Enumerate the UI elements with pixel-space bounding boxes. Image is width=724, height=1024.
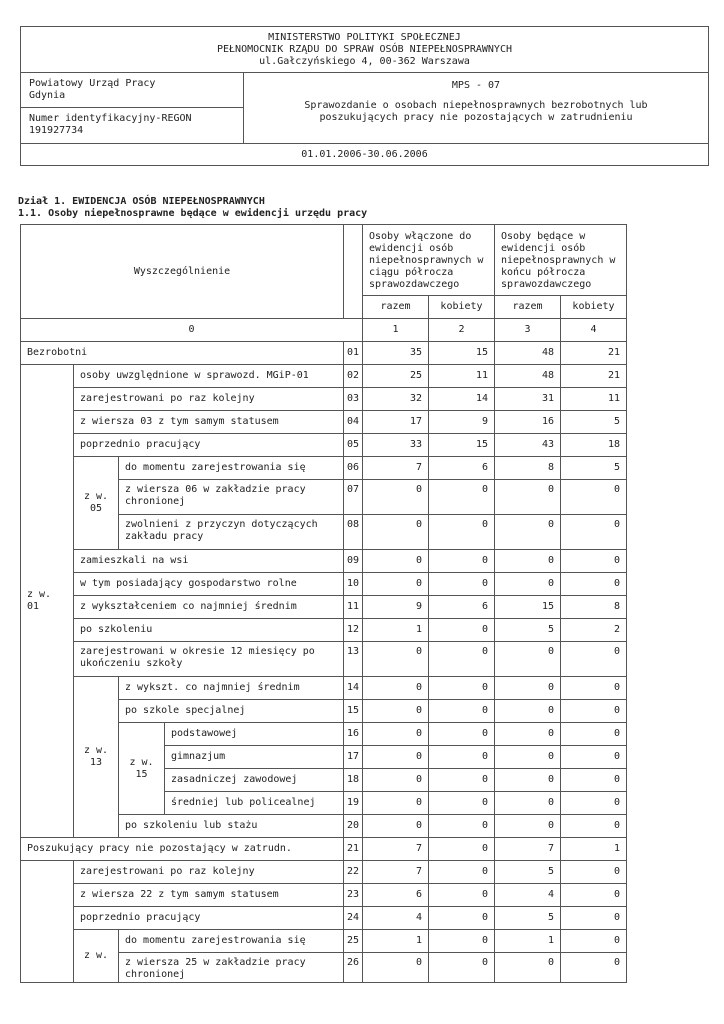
- value-cell: 0: [495, 700, 561, 723]
- value-cell: 0: [561, 573, 627, 596]
- value-cell: 0: [429, 838, 495, 861]
- value-cell: 0: [495, 573, 561, 596]
- value-cell: 0: [363, 723, 429, 746]
- row-number: 23: [344, 884, 363, 907]
- col-index-2: 2: [429, 319, 495, 342]
- value-cell: 0: [429, 861, 495, 884]
- value-cell: 0: [363, 480, 429, 515]
- value-cell: 0: [495, 792, 561, 815]
- value-cell: 0: [561, 815, 627, 838]
- table-row: [21, 861, 627, 884]
- table-row: [21, 342, 627, 365]
- value-cell: 35: [363, 342, 429, 365]
- row-label: zarejestrowani w okresie 12 miesięcy po ukończeniu szkoły: [74, 642, 344, 677]
- value-cell: 0: [429, 700, 495, 723]
- value-cell: 0: [363, 953, 429, 983]
- table-row: [21, 573, 627, 596]
- row-number: 06: [344, 457, 363, 480]
- value-cell: 0: [561, 723, 627, 746]
- table-row: [21, 907, 627, 930]
- value-cell: 0: [561, 550, 627, 573]
- report-period: 01.01.2006-30.06.2006: [21, 143, 708, 165]
- row-number: 14: [344, 677, 363, 700]
- value-cell: 0: [429, 930, 495, 953]
- ministry-block: [21, 27, 708, 73]
- table-row: [21, 365, 627, 388]
- value-cell: 5: [495, 861, 561, 884]
- value-cell: 0: [561, 861, 627, 884]
- value-cell: 8: [561, 596, 627, 619]
- value-cell: 0: [561, 953, 627, 983]
- ministry-name: MINISTERSTWO POLITYKI SPOŁECZNEJ: [268, 32, 461, 43]
- value-cell: 0: [363, 515, 429, 550]
- regon-value: 191927734: [29, 125, 84, 136]
- group-label-zw21: [21, 861, 74, 983]
- row-number: 20: [344, 815, 363, 838]
- row-number: 01: [344, 342, 363, 365]
- value-cell: 0: [429, 723, 495, 746]
- value-cell: 32: [363, 388, 429, 411]
- form-block: [244, 73, 708, 143]
- row-number: 02: [344, 365, 363, 388]
- row-number: 15: [344, 700, 363, 723]
- value-cell: 5: [495, 619, 561, 642]
- value-cell: 0: [429, 815, 495, 838]
- value-cell: 0: [495, 815, 561, 838]
- col-group-registered: Osoby będące w ewidencji osób niepełnosprawnych w końcu półrocza sprawozdawczego: [495, 225, 627, 296]
- section-title: Dział 1. EWIDENCJA OSÓB NIEPEŁNOSPRAWNYCH: [18, 196, 265, 207]
- value-cell: 0: [561, 700, 627, 723]
- regon-block: [21, 108, 244, 143]
- value-cell: 5: [561, 411, 627, 434]
- col-group-included: Osoby włączone do ewidencji osób niepełnosprawnych w ciągu półrocza sprawozdawczego: [363, 225, 495, 296]
- ministry-address: ul.Gałczyńskiego 4, 00-362 Warszawa: [259, 56, 470, 67]
- value-cell: 0: [561, 907, 627, 930]
- row-label: osoby uwzględnione w sprawozd. MGiP-01: [74, 365, 344, 388]
- row-number: 24: [344, 907, 363, 930]
- value-cell: 0: [429, 677, 495, 700]
- table-row: [21, 677, 627, 700]
- value-cell: 6: [363, 884, 429, 907]
- col-header-razem-2: razem: [495, 296, 561, 319]
- value-cell: 18: [561, 434, 627, 457]
- row-number: 16: [344, 723, 363, 746]
- value-cell: 0: [429, 884, 495, 907]
- value-cell: 15: [429, 342, 495, 365]
- value-cell: 43: [495, 434, 561, 457]
- value-cell: 1: [561, 838, 627, 861]
- table-row: [21, 457, 627, 480]
- value-cell: 1: [363, 930, 429, 953]
- row-number: 13: [344, 642, 363, 677]
- table-row: [21, 388, 627, 411]
- row-number: 12: [344, 619, 363, 642]
- col-index-3: 3: [495, 319, 561, 342]
- value-cell: 4: [495, 884, 561, 907]
- group-label-zw24: z w.: [74, 930, 119, 983]
- value-cell: 0: [561, 930, 627, 953]
- row-number: 21: [344, 838, 363, 861]
- value-cell: 7: [363, 861, 429, 884]
- value-cell: 21: [561, 365, 627, 388]
- disabled-persons-table: [20, 224, 627, 983]
- row-label: do momentu zarejestrowania się: [119, 930, 344, 953]
- form-title: [244, 100, 708, 124]
- value-cell: 15: [429, 434, 495, 457]
- value-cell: 8: [495, 457, 561, 480]
- value-cell: 7: [363, 838, 429, 861]
- table-row: [21, 411, 627, 434]
- value-cell: 0: [363, 550, 429, 573]
- value-cell: 33: [363, 434, 429, 457]
- row-label: z wiersza 22 z tym samym statusem: [74, 884, 344, 907]
- row-label: zarejestrowani po raz kolejny: [74, 861, 344, 884]
- row-label: średniej lub policealnej: [165, 792, 344, 815]
- value-cell: 0: [561, 792, 627, 815]
- office-block: [21, 73, 244, 108]
- row-label: z wiersza 03 z tym samym statusem: [74, 411, 344, 434]
- value-cell: 0: [495, 550, 561, 573]
- table-row: [21, 596, 627, 619]
- row-label: Bezrobotni: [21, 342, 344, 365]
- row-number: 22: [344, 861, 363, 884]
- value-cell: 0: [429, 746, 495, 769]
- col-index-0: 0: [21, 319, 363, 342]
- table-row: [21, 550, 627, 573]
- report-header: [20, 26, 709, 166]
- col-index-4: 4: [561, 319, 627, 342]
- row-number: 17: [344, 746, 363, 769]
- value-cell: 16: [495, 411, 561, 434]
- value-cell: 0: [363, 746, 429, 769]
- value-cell: 2: [561, 619, 627, 642]
- value-cell: 0: [495, 723, 561, 746]
- row-label: po szkole specjalnej: [119, 700, 344, 723]
- row-number: 07: [344, 480, 363, 515]
- value-cell: 5: [495, 907, 561, 930]
- row-number: 18: [344, 769, 363, 792]
- row-label: zwolnieni z przyczyn dotyczących zakładu pracy: [119, 515, 344, 550]
- value-cell: 21: [561, 342, 627, 365]
- col-header-description: Wyszczególnienie: [21, 225, 344, 319]
- row-label: z wiersza 25 w zakładzie pracy chronionej: [119, 953, 344, 983]
- group-label-zw05: z w. 05: [74, 457, 119, 550]
- value-cell: 6: [429, 596, 495, 619]
- value-cell: 0: [561, 769, 627, 792]
- value-cell: 15: [495, 596, 561, 619]
- row-number: 10: [344, 573, 363, 596]
- row-label: podstawowej: [165, 723, 344, 746]
- value-cell: 0: [495, 480, 561, 515]
- form-title-line1: Sprawozdanie o osobach niepełnosprawnych bezrobotnych lub: [304, 100, 648, 111]
- table-row: [21, 930, 627, 953]
- row-number: 09: [344, 550, 363, 573]
- value-cell: 17: [363, 411, 429, 434]
- value-cell: 31: [495, 388, 561, 411]
- form-code: MPS - 07: [451, 80, 501, 91]
- value-cell: 0: [363, 769, 429, 792]
- value-cell: 0: [561, 480, 627, 515]
- value-cell: 7: [495, 838, 561, 861]
- value-cell: 0: [495, 746, 561, 769]
- row-number: 25: [344, 930, 363, 953]
- value-cell: 1: [495, 930, 561, 953]
- value-cell: 0: [429, 907, 495, 930]
- value-cell: 0: [363, 815, 429, 838]
- row-number: 26: [344, 953, 363, 983]
- value-cell: 0: [561, 884, 627, 907]
- office-name: Powiatowy Urząd Pracy: [29, 78, 156, 89]
- value-cell: 1: [363, 619, 429, 642]
- row-label: z wykszt. co najmniej średnim: [119, 677, 344, 700]
- value-cell: 0: [363, 700, 429, 723]
- value-cell: 9: [429, 411, 495, 434]
- row-number: 05: [344, 434, 363, 457]
- office-city: Gdynia: [29, 90, 66, 101]
- row-label: zasadniczej zawodowej: [165, 769, 344, 792]
- value-cell: 0: [363, 792, 429, 815]
- value-cell: 9: [363, 596, 429, 619]
- row-label: po szkoleniu: [74, 619, 344, 642]
- value-cell: 0: [495, 515, 561, 550]
- value-cell: 4: [363, 907, 429, 930]
- row-label: poprzednio pracujący: [74, 907, 344, 930]
- value-cell: 0: [495, 642, 561, 677]
- value-cell: 0: [363, 642, 429, 677]
- row-label: z wykształceniem co najmniej średnim: [74, 596, 344, 619]
- value-cell: 0: [429, 953, 495, 983]
- value-cell: 48: [495, 365, 561, 388]
- section-subtitle: 1.1. Osoby niepełnosprawne będące w ewidencji urzędu pracy: [18, 208, 368, 219]
- row-number: 19: [344, 792, 363, 815]
- col-header-kobiety-2: kobiety: [561, 296, 627, 319]
- value-cell: 0: [429, 619, 495, 642]
- row-label: zamieszkali na wsi: [74, 550, 344, 573]
- value-cell: 7: [363, 457, 429, 480]
- value-cell: 5: [561, 457, 627, 480]
- value-cell: 0: [429, 769, 495, 792]
- row-label: w tym posiadający gospodarstwo rolne: [74, 573, 344, 596]
- row-number: 03: [344, 388, 363, 411]
- value-cell: 0: [561, 515, 627, 550]
- value-cell: 0: [495, 769, 561, 792]
- row-label: poprzednio pracujący: [74, 434, 344, 457]
- plenipotentiary-name: PEŁNOMOCNIK RZĄDU DO SPRAW OSÓB NIEPEŁNOSPRAWNYCH: [216, 44, 512, 55]
- value-cell: 11: [429, 365, 495, 388]
- table-row: [21, 434, 627, 457]
- group-label-zw01: z w. 01: [21, 365, 74, 838]
- table-row: [21, 884, 627, 907]
- value-cell: 48: [495, 342, 561, 365]
- value-cell: 0: [429, 792, 495, 815]
- group-label-zw13: z w. 13: [74, 677, 119, 838]
- row-label: do momentu zarejestrowania się: [119, 457, 344, 480]
- row-label: z wiersza 06 w zakładzie pracy chronionej: [119, 480, 344, 515]
- section-heading: [18, 196, 367, 220]
- value-cell: 0: [429, 550, 495, 573]
- table-row: [21, 642, 627, 677]
- col-index-1: 1: [363, 319, 429, 342]
- value-cell: 14: [429, 388, 495, 411]
- table-row: [21, 838, 627, 861]
- value-cell: 25: [363, 365, 429, 388]
- col-header-kobiety-1: kobiety: [429, 296, 495, 319]
- value-cell: 0: [561, 642, 627, 677]
- value-cell: 0: [429, 642, 495, 677]
- regon-label: Numer identyfikacyjny-REGON: [29, 113, 192, 124]
- value-cell: 11: [561, 388, 627, 411]
- row-number: 04: [344, 411, 363, 434]
- value-cell: 0: [561, 677, 627, 700]
- value-cell: 0: [363, 677, 429, 700]
- value-cell: 0: [429, 573, 495, 596]
- value-cell: 0: [495, 953, 561, 983]
- value-cell: 0: [495, 677, 561, 700]
- row-label: po szkoleniu lub stażu: [119, 815, 344, 838]
- value-cell: 0: [429, 480, 495, 515]
- value-cell: 0: [561, 746, 627, 769]
- value-cell: 6: [429, 457, 495, 480]
- value-cell: 0: [363, 573, 429, 596]
- form-title-line2: poszukujących pracy nie pozostających w zatrudnieniu: [319, 112, 633, 123]
- col-header-razem-1: razem: [363, 296, 429, 319]
- row-label: zarejestrowani po raz kolejny: [74, 388, 344, 411]
- value-cell: 0: [429, 515, 495, 550]
- row-number: 08: [344, 515, 363, 550]
- row-number: 11: [344, 596, 363, 619]
- table-row: [21, 619, 627, 642]
- row-label: Poszukujący pracy nie pozostający w zatrudn.: [21, 838, 344, 861]
- group-label-zw15: z w. 15: [119, 723, 165, 815]
- row-label: gimnazjum: [165, 746, 344, 769]
- col-header-rowno: [344, 225, 363, 319]
